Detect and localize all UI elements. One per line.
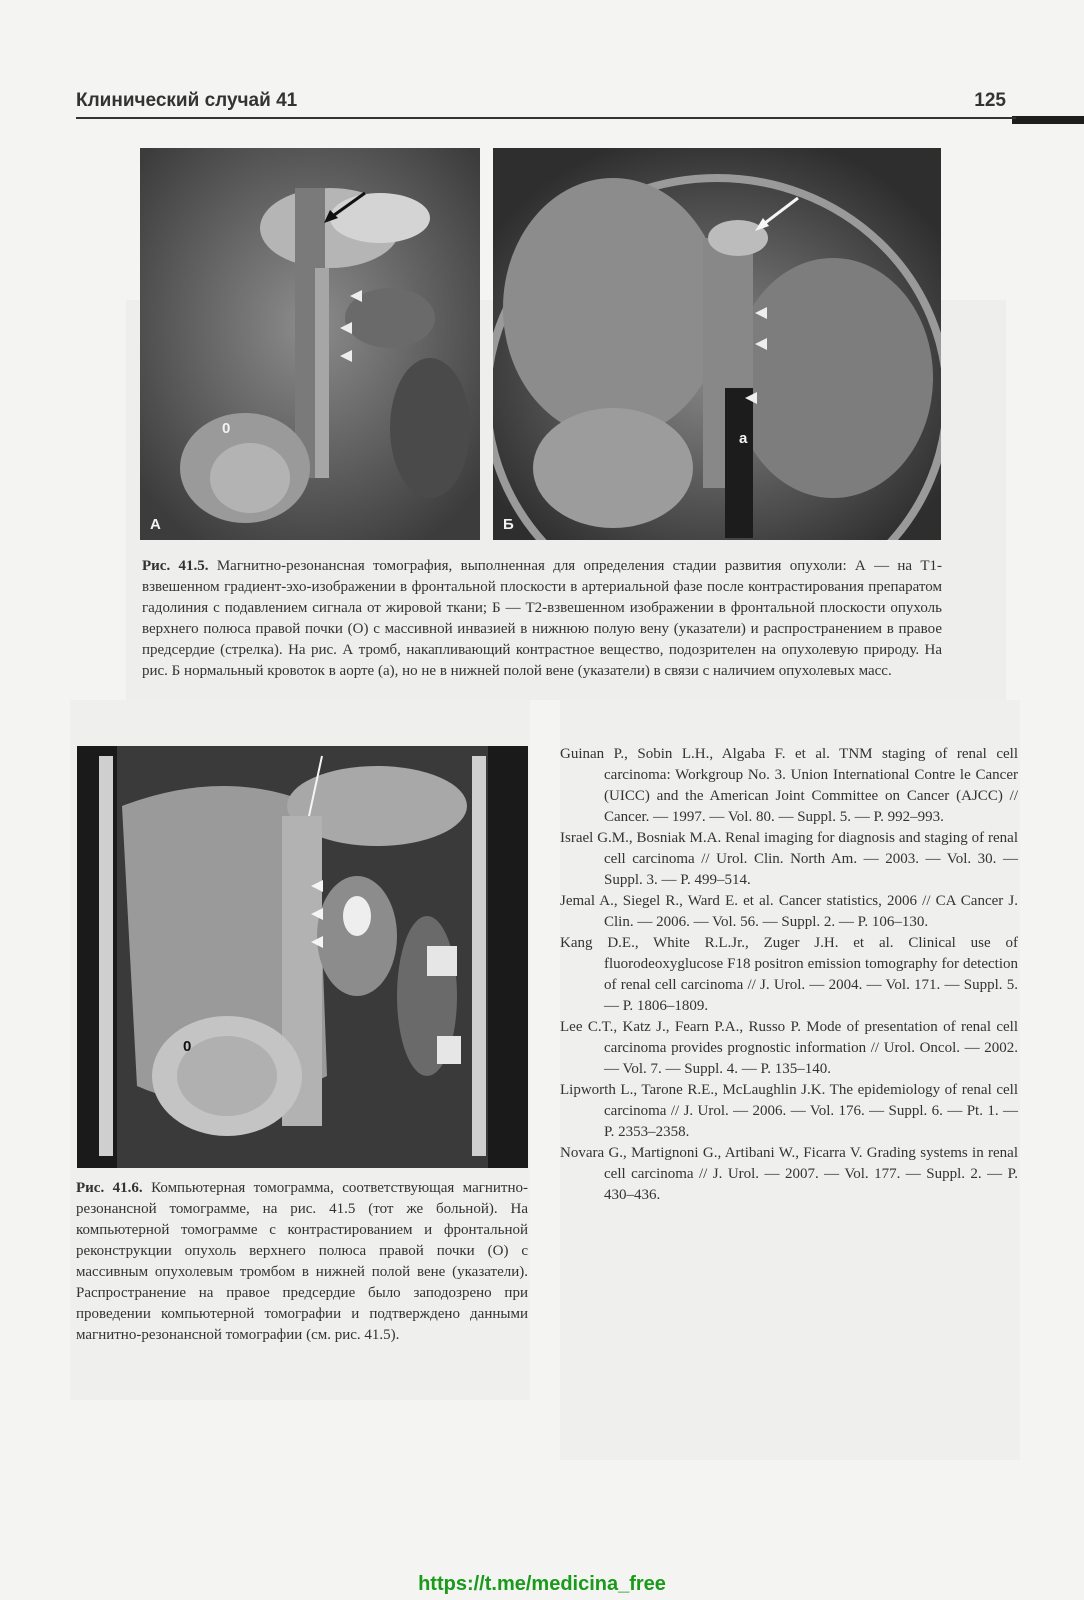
figure-41-6-text: Компьютерная томограмма, соответствующая магнитно-резонансной томограмме, на рис. 41.5 (тот же больной). На компьютерной томограмме с контрастированием и фронтальной реконструкции опухоль верхнего полюса правой почки (О) с массивным опухолевым тромбом в нижней полой вене (указатели). Распространение на правое предсердие было заподозрено при проведении компьютерной томографии и подтверждено данными магнитно-резонансной томографии (см. рис. 41.5).: [76, 1180, 529, 1343]
running-header: [76, 88, 1006, 118]
figure-41-5-text: Магнитно-резонансная томография, выполненная для определения стадии развития опухоли: А — на Т1-взвешенном градиент-эхо-изображении в фронтальной плоскости в артериальной фазе после контрастирования препаратом гадолиния с подавлением сигнала от жировой ткани; Б — Т2-взвешенном изображении в фронтальной плоскости опухоль верхнего полюса правой почки (О) с массивной инвазией в нижнюю полую вену (указатели) и распространением в правое предсердие (стрелка). На рис. А тромб, накапливающий контрастное вещество, подозрителен на опухолевую природу. На рис. Б нормальный кровоток в аорте (а), но не в нижней полой вене (указатели) в связи с наличием опухолевых масс.: [142, 558, 943, 679]
page-number: 125: [974, 90, 1006, 111]
mri-panel-b-image: [493, 148, 941, 540]
reference-item: Novara G., Martignoni G., Artibani W., Ficarra V. Grading systems in renal cell carcinoma // J. Urol. — 2007. — Vol. 177. — Suppl. 2. — P. 430–436.: [560, 1145, 1018, 1203]
panel-a-label: А: [150, 516, 161, 533]
ct-image: [77, 746, 528, 1168]
figure-41-6-caption: [76, 1178, 528, 1346]
header-rule: [76, 117, 1016, 119]
mri-panel-a: [140, 148, 480, 540]
figure-41-5-label: Рис. 41.5.: [142, 558, 209, 574]
mri-panel-a-image: [140, 148, 480, 540]
mri-panel-b: [493, 148, 941, 540]
figure-41-6-label: Рис. 41.6.: [76, 1180, 143, 1196]
ct-image-drawing: [77, 746, 528, 1168]
footer-link[interactable]: https://t.me/medicina_free: [418, 1573, 666, 1595]
panel-a-tumor-marker: 0: [222, 420, 231, 437]
section-title: Клинический случай 41: [76, 90, 298, 111]
reference-item: Guinan P., Sobin L.H., Algaba F. et al. TNM staging of renal cell carcinoma: Workgroup No. 3. Union International Contre le Cancer (UICC) and the American Joint Committee on Cancer (AJCC) // Cancer. — 1997. — Vol. 80. — Suppl. 5. — P. 992–993.: [560, 746, 1018, 825]
reference-item: Israel G.M., Bosniak M.A. Renal imaging for diagnosis and staging of renal cell carcinoma // Urol. Clin. North Am. — 2003. — Vol. 30. — Suppl. 3. — P. 499–514.: [560, 830, 1018, 888]
reference-item: Lee C.T., Katz J., Fearn P.A., Russo P. Mode of presentation of renal cell carcinoma provides prognostic information // Urol. Oncol. — 2002. — Vol. 7. — Suppl. 4. — P. 135–140.: [560, 1019, 1018, 1077]
panel-b-label: Б: [503, 516, 514, 533]
figure-41-5-caption: [142, 556, 942, 682]
page-edge-bar: [1012, 116, 1084, 124]
reference-list: [560, 744, 1018, 1206]
reference-item: Lipworth L., Tarone R.E., McLaughlin J.K. The epidemiology of renal cell carcinoma // J. Urol. — 2006. — Vol. 176. — Suppl. 6. — Pt. 1. — P. 2353–2358.: [560, 1082, 1018, 1140]
reference-item: Kang D.E., White R.L.Jr., Zuger J.H. et al. Clinical use of fluorodeoxyglucose F18 positron emission tomography for detection of renal cell carcinoma // J. Urol. — 2004. — Vol. 171. — Suppl. 5. — P. 1806–1809.: [560, 935, 1018, 1014]
ct-tumor-marker: 0: [183, 1038, 192, 1055]
reference-item: Jemal A., Siegel R., Ward E. et al. Cancer statistics, 2006 // CA Cancer J. Clin. — 2006. — Vol. 56. — Suppl. 2. — P. 106–130.: [560, 893, 1018, 930]
panel-b-aorta-marker: а: [739, 430, 748, 447]
